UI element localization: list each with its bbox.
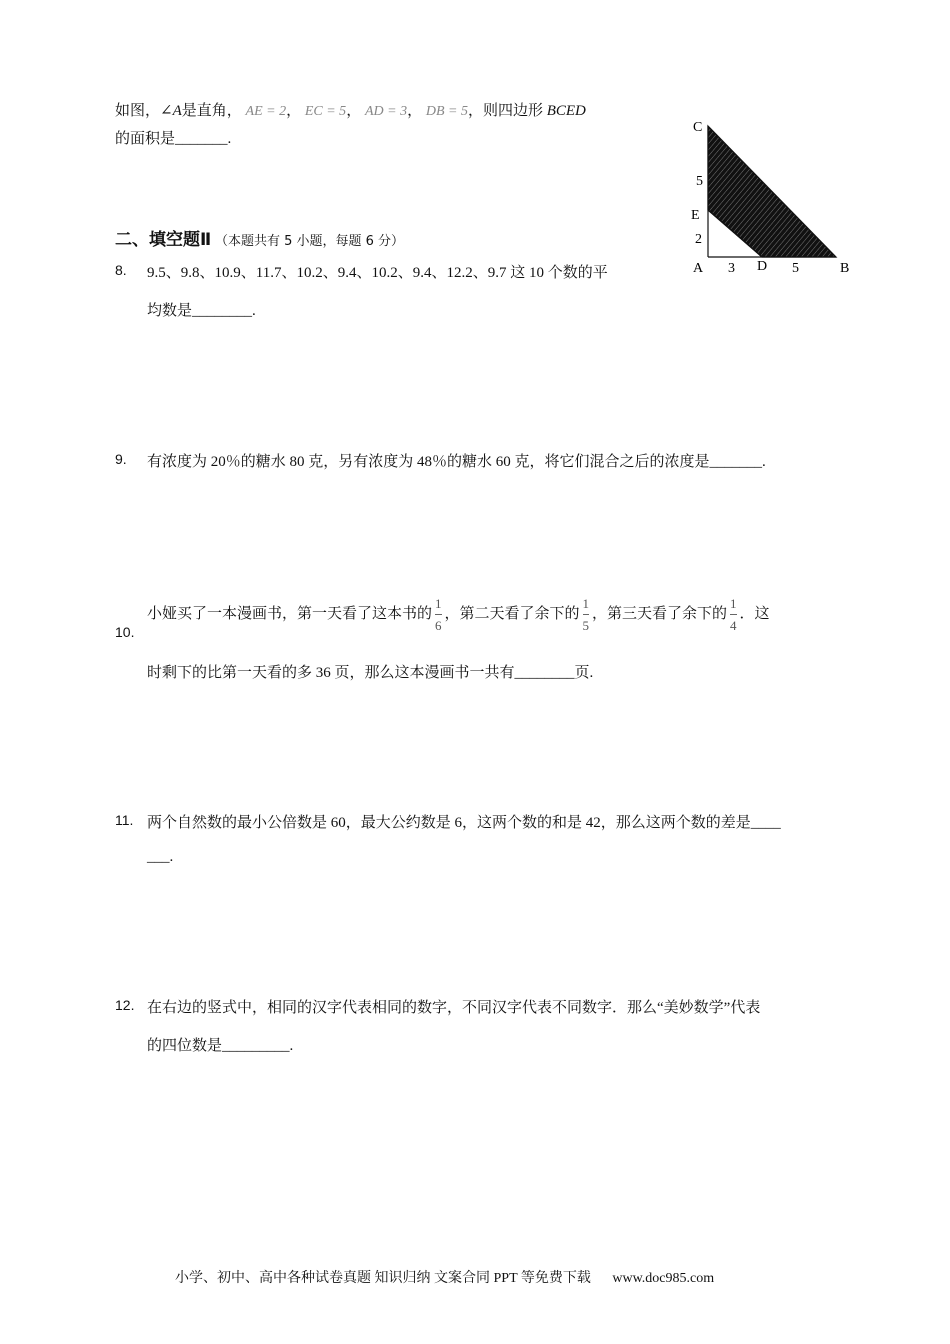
q11-line-2: ___. [147, 849, 174, 865]
q10-line-1 [147, 597, 770, 632]
length-ad: 3 [728, 261, 735, 276]
eq-ec: EC = 5 [304, 104, 347, 119]
fraction-numerator: 1 [435, 597, 442, 615]
q11-line-1: 两个自然数的最小公倍数是 60，最大公约数是 6，这两个数的和是 42，那么这两个数的差是____ [147, 815, 781, 831]
q11-number: 11. [115, 812, 134, 828]
sep: ， [286, 103, 302, 119]
q12-line-1: 在右边的竖式中，相同的汉字代表相同的数字，不同汉字代表不同数字．那么“美妙数学”代表 [147, 1000, 761, 1016]
sep: ， [407, 103, 423, 119]
length-ec: 5 [696, 174, 703, 189]
fraction-numerator: 1 [730, 597, 737, 615]
q9-number: 9. [115, 451, 127, 467]
section-title: 二、填空题Ⅱ [115, 230, 212, 250]
intro-text: 如图， [115, 103, 161, 119]
length-ae: 2 [695, 232, 702, 247]
q12-line-2: 的四位数是_________. [147, 1038, 294, 1054]
q10-text: ．这 [739, 605, 770, 622]
q10-text: 小娅买了一本漫画书，第一天看了这本书的 [147, 605, 433, 622]
shaded-quadrilateral [708, 126, 836, 257]
intro-text: 是直角， [181, 103, 242, 119]
fraction-denominator: 5 [582, 618, 590, 633]
fraction-one-fifth [583, 597, 590, 632]
triangle-figure [686, 114, 856, 280]
section-heading [115, 225, 404, 250]
label-a: A [693, 261, 704, 276]
eq-db: DB = 5 [425, 104, 468, 119]
footer-text: 小学、初中、高中各种试卷真题 知识归纳 文案合同 PPT 等免费下载 [175, 1271, 591, 1286]
q8-number: 8. [115, 262, 127, 278]
label-c: C [693, 120, 703, 135]
fraction-one-fourth [730, 597, 737, 632]
fraction-denominator: 6 [435, 618, 442, 633]
sep: ， [346, 103, 362, 119]
intro-text: ，则四边形 [467, 103, 543, 119]
q9-line-1: 有浓度为 20％的糖水 80 克，另有浓度为 48％的糖水 60 克，将它们混合之后的浓度是_______. [147, 454, 766, 470]
label-d: D [757, 259, 768, 274]
eq-ae: AE = 2 [245, 104, 287, 119]
length-db: 5 [792, 261, 799, 276]
q10-number: 10. [115, 624, 135, 640]
q10-text: ，第二天看了余下的 [444, 605, 580, 622]
section-note: （本题共有 5 小题，每题 6 分） [214, 234, 405, 249]
q10-text: ，第三天看了余下的 [592, 605, 728, 622]
intro-line-1 [115, 99, 586, 120]
q10-line-2: 时剩下的比第一天看的多 36 页，那么这本漫画书一共有________页. [147, 665, 594, 681]
footer-link[interactable]: www.doc985.com [612, 1271, 715, 1286]
q8-line-2: 均数是________. [147, 303, 256, 319]
q12-number: 12. [115, 997, 135, 1013]
intro-line-2: 的面积是_______. [115, 131, 232, 147]
quad-bced: BCED [546, 103, 586, 119]
q8-line-1: 9.5、9.8、10.9、11.7、10.2、9.4、10.2、9.4、12.2、9.7 这 10 个数的平 [147, 265, 608, 281]
footer [175, 1267, 714, 1287]
fraction-numerator: 1 [583, 597, 590, 615]
eq-ad: AD = 3 [364, 104, 408, 119]
label-b: B [840, 261, 850, 276]
label-e: E [691, 208, 700, 223]
angle-a: ∠A [160, 103, 182, 119]
fraction-one-sixth [435, 597, 442, 632]
fraction-denominator: 4 [730, 618, 737, 633]
